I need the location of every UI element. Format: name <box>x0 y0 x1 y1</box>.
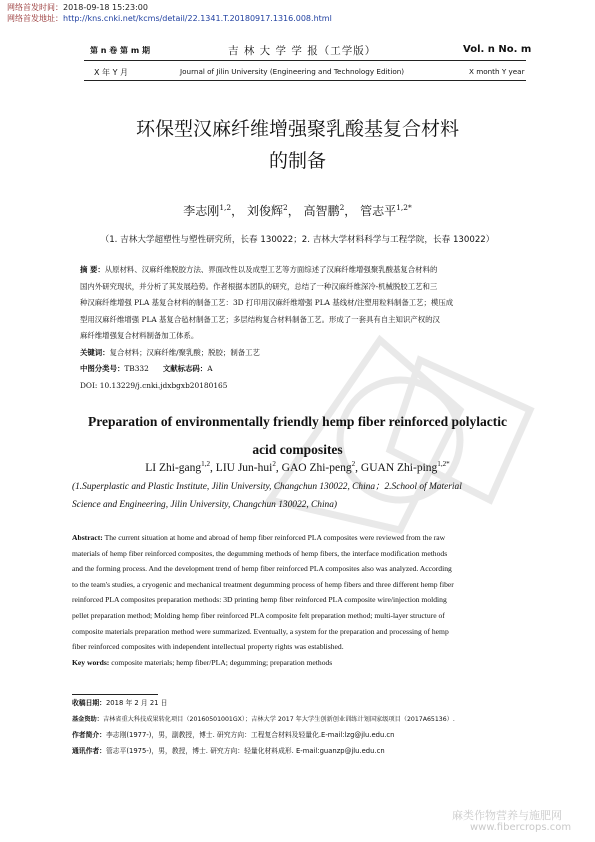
author-separator: ， <box>231 204 247 218</box>
author-separator: ， <box>344 204 361 218</box>
doi-value[interactable]: 10.13229/j.cnki.jdxbgxb20180165 <box>99 380 228 390</box>
paper-title-en <box>60 408 535 464</box>
author-affiliation-sup: 2 <box>282 203 288 212</box>
header-rule-bottom <box>84 80 526 81</box>
author-affiliation-sup: 1,2 <box>219 203 232 212</box>
abstract-cn-line: 麻纤维增强复合材料制备加工体系。 <box>80 331 199 340</box>
watermark-site-name: 麻类作物营养与施肥网 <box>452 809 562 822</box>
abstract-en-line: materials of hemp fiber reinforced composites, the degumming methods of hemp fibers, the interface modification methods <box>72 548 448 558</box>
abstract-en-line: pellet preparation method; Molding hemp fiber reinforced PLA composite felt preparation method; multi-layer structure of <box>72 610 445 620</box>
author-separator: , <box>210 461 216 474</box>
date-en: X month Y year <box>469 67 525 76</box>
watermark-site-url: www.fibercrops.com <box>470 822 572 833</box>
footnote-author <box>72 730 394 741</box>
clc-label: 中图分类号： <box>80 364 125 373</box>
author-separator: ， <box>287 204 304 218</box>
journal-name-en: Journal of Jilin University (Engineering and Technology Edition) <box>180 67 405 76</box>
corresponding-value: 管志平(1975-)，男，教授，博士. 研究方向：轻量化材料成形. E-mail:guanzp@jlu.edu.cn <box>105 747 385 755</box>
author-name: LI Zhi-gang <box>145 461 202 474</box>
author-separator: , <box>355 461 361 474</box>
authors-en <box>0 460 595 474</box>
abstract-cn <box>80 262 522 394</box>
paper-title-en-line2: acid composites <box>252 442 343 457</box>
fund-value: 吉林省重大科技成果转化项目（20160501001GX）；吉林大学 2017 年大学生创新创业训练计划国家级项目（2017A65136）. <box>102 716 455 723</box>
abstract-en-line: and the forming process. And the development trend of hemp fiber reinforced PLA composites also was analyzed. According <box>72 564 452 574</box>
author-name: 李志刚 <box>183 204 220 218</box>
abstract-cn-text: 从原材料、汉麻纤维脱胶方法、界面改性以及成型工艺等方面综述了汉麻纤维增强聚乳酸基复合材料的 <box>104 265 438 274</box>
abstract-en-text: The current situation at home and abroad of hemp fiber reinforced PLA composites were reviewed from the raw <box>104 533 446 542</box>
author-affiliation-sup: 2 <box>351 460 356 468</box>
abstract-en-line: to the team's studies, a cryogenic and mechanical treatment degumming process of hemp fibers and three different hemp fiber <box>72 579 454 589</box>
footnote-received <box>72 698 167 709</box>
paper-title-cn-line1: 环保型汉麻纤维增强聚乳酸基复合材料 <box>135 118 459 140</box>
abstract-cn-line <box>80 262 522 279</box>
date-cn: X 年 Y 月 <box>94 68 128 77</box>
author-affiliation-sup: 1,2* <box>437 460 450 468</box>
keywords-cn-value: 复合材料；汉麻纤维/聚乳酸；脱胶；制备工艺 <box>109 347 260 357</box>
keywords-en-value: composite materials; hemp fiber/PLA; degumming; preparation methods <box>111 657 333 667</box>
keywords-en-label: Key words: <box>72 657 110 667</box>
author-name: GUAN Zhi-ping <box>360 461 438 474</box>
corresponding-label: 通讯作者： <box>72 747 106 755</box>
paper-title-en-line1: Preparation of environmentally friendly hemp fiber reinforced polylactic <box>87 414 508 429</box>
abstract-cn-line: 种汉麻纤维增强 PLA 基复合材料的制备工艺：3D 打印用汉麻纤维增强 PLA 基线材/注塑用粒料制备工艺；模压成 <box>80 298 454 307</box>
author-bio-label: 作者简介： <box>72 731 106 739</box>
abstract-en-line: fiber reinforced composites with independent intellectual property rights was established. <box>72 642 344 652</box>
received-label: 收稿日期： <box>72 699 106 707</box>
author-name: 管志平 <box>360 204 397 218</box>
footnote-rule <box>72 694 158 695</box>
abstract-en <box>72 530 526 670</box>
affiliation-en-line2: Science and Engineering, Jilin University, Changchun 130022, China) <box>72 500 338 510</box>
affiliation-cn: （1. 吉林大学超塑性与塑性研究所，长春 130022；2. 吉林大学材料科学与工程学院，长春 130022） <box>100 235 495 245</box>
author-name: 高智鹏 <box>303 204 340 218</box>
footnote-fund <box>72 714 455 725</box>
cnki-time-value: 2018-09-18 15:23:00 <box>63 3 148 12</box>
author-name: GAO Zhi-peng <box>281 461 352 474</box>
volume-cn: 第 n 卷 第 m 期 <box>90 46 150 55</box>
journal-name-cn: 吉 林 大 学 学 报（工学版） <box>228 45 377 57</box>
classification-cn <box>80 361 522 378</box>
cnki-address-link[interactable]: http://kns.cnki.net/kcms/detail/22.1341.T.20180917.1316.008.html <box>63 14 332 23</box>
author-affiliation-sup: 1,2* <box>396 203 412 212</box>
author-separator: , <box>275 461 282 474</box>
author-name: 刘俊辉 <box>246 204 283 218</box>
doi-line <box>80 378 522 395</box>
doc-code-value: A <box>207 364 213 373</box>
volume-en: Vol. n No. m <box>463 44 532 55</box>
abstract-cn-line: 型用汉麻纤维增强 PLA 基复合毡材制备工艺；多层结构复合材料制备工艺。形成了一套具有自主知识产权的汉 <box>80 314 440 324</box>
abstract-en-line: reinforced PLA composites preparation methods: 3D printing hemp fiber reinforced PLA composite wire/injection molding <box>72 595 447 605</box>
abstract-en-label: Abstract: <box>72 533 103 542</box>
cnki-time-label: 网络首发时间： <box>7 3 63 12</box>
header-rule-top <box>84 60 526 61</box>
cnki-online-first-time <box>7 2 148 13</box>
abstract-en-line: composite materials preparation method were summarized. Eventually, a system for the preparation and processing of hemp <box>72 626 449 636</box>
paper-title-cn-line2: 的制备 <box>268 150 326 172</box>
keywords-cn-label: 关键词： <box>80 347 110 357</box>
authors-cn <box>0 202 595 219</box>
author-bio-value: 李志刚(1977-)，男，副教授，博士. 研究方向：工程复合材料及轻量化.E-mail:lzg@jlu.edu.cn <box>105 731 395 739</box>
clc-value: TB332 <box>124 364 149 373</box>
doi-label: DOI: <box>80 380 98 390</box>
affiliation-en <box>72 478 532 514</box>
author-affiliation-sup: 2 <box>339 203 345 212</box>
abstract-en-line <box>72 530 526 546</box>
abstract-cn-label: 摘 要： <box>80 265 105 274</box>
doc-code-label: 文献标志码： <box>162 364 208 373</box>
keywords-cn <box>80 345 522 362</box>
keywords-en <box>72 655 526 671</box>
fund-label: 基金资助： <box>72 716 103 723</box>
author-name: LIU Jun-hui <box>215 461 273 474</box>
cnki-address-label: 网络首发地址： <box>7 14 63 23</box>
footnote-corresponding <box>72 746 385 757</box>
author-affiliation-sup: 2 <box>272 460 276 468</box>
abstract-cn-line: 国内外研究现状，并分析了其发展趋势。作者根据本团队的研究，总结了一种汉麻纤维深冷-机械脱胶工艺和三 <box>80 281 438 291</box>
received-value: 2018 年 2 月 21 日 <box>105 699 168 707</box>
cnki-online-first-address <box>7 13 332 24</box>
affiliation-en-line1: (1.Superplastic and Plastic Institute, Jilin University, Changchun 130022, China；2.School of Material <box>72 482 462 492</box>
author-affiliation-sup: 1,2 <box>201 460 211 468</box>
